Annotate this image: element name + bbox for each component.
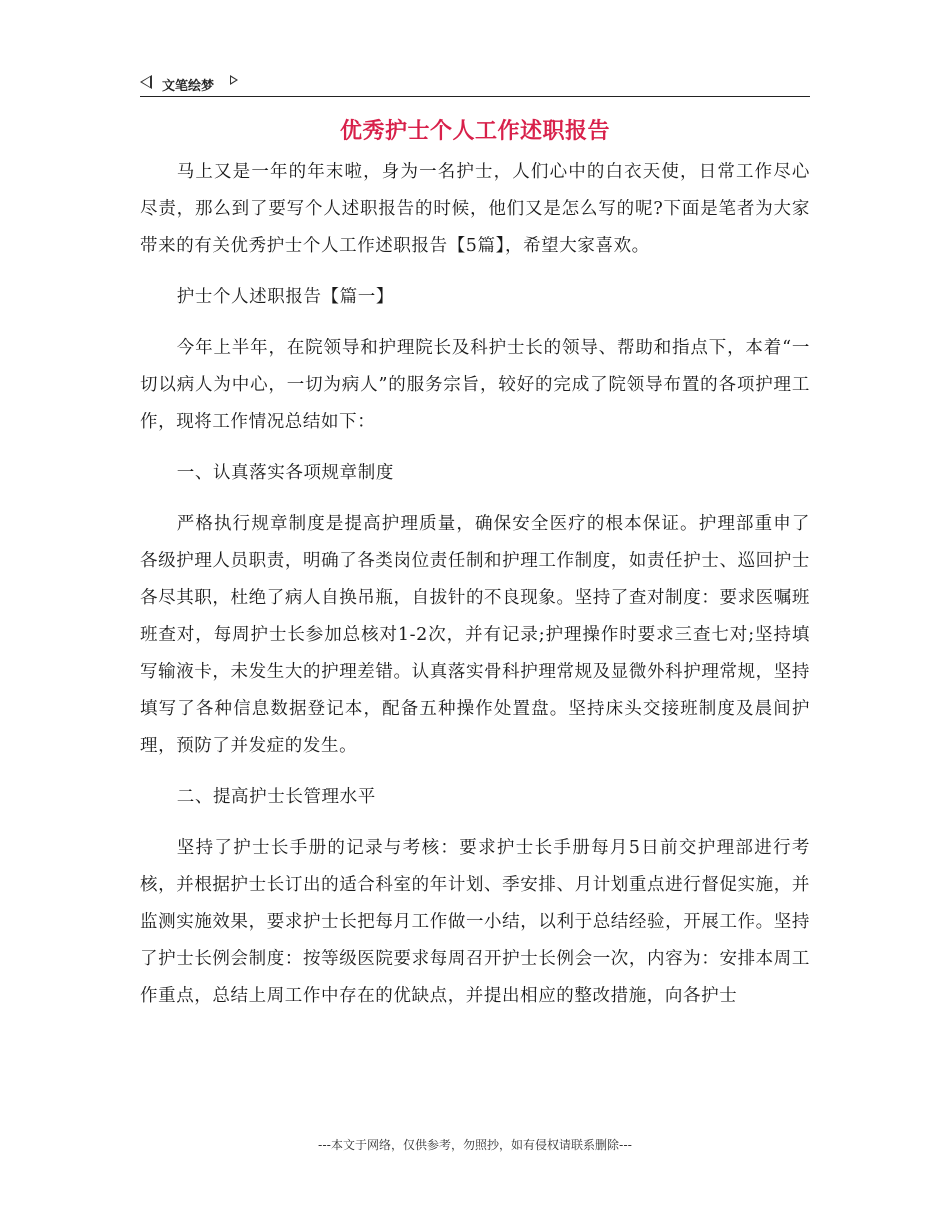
triangle-left-icon [140, 75, 152, 89]
section-heading: 二、提高护士长管理水平 [176, 787, 376, 807]
section-heading: 一、认真落实各项规章制度 [176, 463, 394, 483]
triangle-right-icon [230, 75, 238, 85]
section-heading: 护士个人述职报告【篇一】 [176, 287, 394, 307]
body-paragraph: 坚持了护士长手册的记录与考核：要求护士长手册每月5日前交护理部进行考核，并根据护士长订出的适合科室的年计划、季安排、月计划重点进行督促实施，并监测实施效果，要求护士长把每月工作做一小结，以利于总结经验，开展工作。坚持了护士长例会制度：按等级医院要求每周召开护士长例会一次，内容为：安排本周工作重点，总结上周工作中存在的优缺点，并提出相应的整改措施，向各护士 [140, 838, 810, 1006]
page-header [140, 72, 810, 97]
brand-name: 文笔绘梦 [162, 79, 215, 94]
footer-disclaimer: ---本文于网络，仅供参考，勿照抄，如有侵权请联系删除--- [318, 1138, 632, 1152]
body-paragraph: 今年上半年，在院领导和护理院长及科护士长的领导、帮助和指点下，本着“一切以病人为中心，一切为病人”的服务宗旨，较好的完成了院领导布置的各项护理工作，现将工作情况总结如下： [140, 338, 810, 432]
document-title: 优秀护士个人工作述职报告 [339, 119, 610, 144]
body-paragraph: 严格执行规章制度是提高护理质量，确保安全医疗的根本保证。护理部重申了各级护理人员职责，明确了各类岗位责任制和护理工作制度，如责任护士、巡回护士各尽其职，杜绝了病人自换吊瓶，自拔针的不良现象。坚持了查对制度：要求医嘱班班查对，每周护士长参加总核对1-2次，并有记录;护理操作时要求三查七对;坚持填写输液卡，未发生大的护理差错。认真落实骨科护理常规及显微外科护理常规，坚持填写了各种信息数据登记本，配备五种操作处置盘。坚持床头交接班制度及晨间护理，预防了并发症的发生。 [140, 514, 810, 756]
document-body [140, 154, 810, 1029]
intro-paragraph: 马上又是一年的年末啦，身为一名护士，人们心中的白衣天使，日常工作尽心尽责，那么到了要写个人述职报告的时候，他们又是怎么写的呢?下面是笔者为大家带来的有关优秀护士个人工作述职报告【5篇】，希望大家喜欢。 [140, 162, 810, 256]
